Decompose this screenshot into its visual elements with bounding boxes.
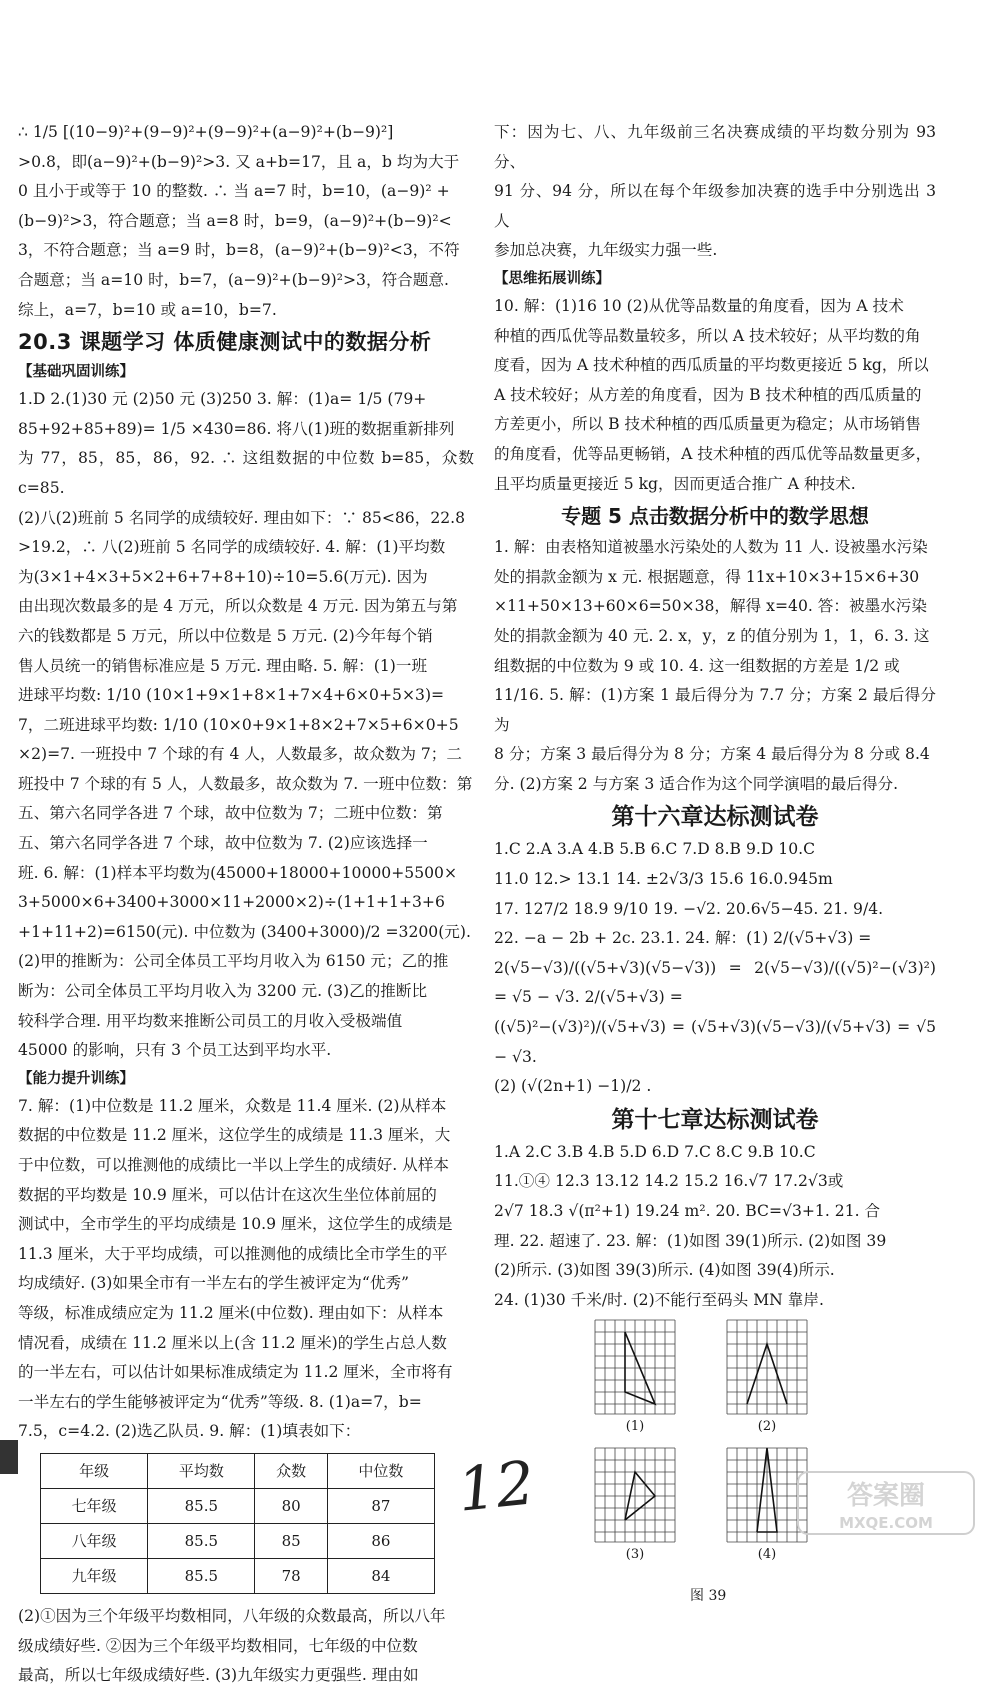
text-line: ((√5)²−(√3)²)/(√5+√3) = (√5+√3)(√5−√3)/(√5+√3) = √5 − √3. [494,1018,936,1066]
grid-figure-2 [726,1319,808,1415]
continued-answer [494,118,936,266]
figure-label-2: (2) [757,1419,777,1435]
right-column [494,118,936,1619]
text-line: 进球平均数: 1/10 (10×1+9×1+8×1+7×4+6×0+5×3)= [18,686,445,705]
text-line: 分. (2)方案 2 与方案 3 适合作为这个同学演唱的最后得分. [494,774,899,793]
text-line: 班投中 7 个球的有 5 人，人数最多，故众数为 7. 一班中位数：第 [18,774,473,793]
text-line: +1+11+2)=6150(元). 中位数为 (3400+3000)/2 =3200(元). [18,922,471,941]
text-line: 参加总决赛，九年级实力强一些. [494,241,718,260]
text-line: 数据的中位数是 11.2 厘米，这位学生的成绩是 11.3 厘米，大 [18,1126,451,1145]
text-line: 11.①④ 12.3 13.12 14.2 15.2 16.√7 17.2√3或 [494,1172,844,1191]
text-line: >0.8，即(a−9)²+(b−9)²>3. 又 a+b=17，且 a，b 均为大于 [18,152,460,171]
table-cell: 85.5 [148,1558,255,1593]
text-line: ∴ 1/5 [(10−9)²+(9−9)²+(9−9)²+(a−9)²+(b−9)²] [18,123,394,141]
text-line: 由出现次数最多的是 4 万元，所以众数是 4 万元. 因为第五与第 [18,597,458,616]
ability-heading: 【能力提升训练】 [18,1070,134,1087]
table-header: 众数 [255,1453,327,1488]
intro-paragraph [18,118,474,325]
text-line: 断为：公司全体员工平均月收入为 3200 元. (3)乙的推断比 [18,982,428,1001]
text-line: 度看，因为 A 技术种植的西瓜质量的平均数更接近 5 kg，所以 [494,356,929,375]
text-line: 较科学合理. 用平均数来推断公司员工的月收入受极端值 [18,1011,403,1030]
text-line: 综上，a=7，b=10 或 a=10，b=7. [18,300,277,319]
text-line: 0 且小于或等于 10 的整数. ∴ 当 a=7 时，b=10，(a−9)² + [18,182,450,201]
left-column [18,118,474,1691]
table-header-row [41,1453,435,1488]
chapter17-answers [494,1138,936,1316]
text-line: 级成绩好些. ②因为三个年级平均数相同，七年级的中位数 [18,1636,418,1655]
basic-heading: 【基础巩固训练】 [18,364,134,381]
page-edge-mark [0,1440,18,1474]
thinking-answers [494,292,936,499]
text-line: 7，二班进球平均数: 1/10 (10×0+9×1+8×2+7×5+6×0+5 [18,715,459,734]
table-header: 中位数 [327,1453,434,1488]
text-line: (2)甲的推断为：公司全体员工平均月收入为 6150 元；乙的推 [18,952,449,971]
section-title: 20.3 课题学习 体质健康测试中的数据分析 [18,330,432,355]
topic5-answers [494,533,936,799]
text-line: 五、第六名同学各进 7 个球，故中位数为 7. (2)应该选择一 [18,834,428,853]
text-line: >19.2，∴ 八(2)班前 5 名同学的成绩较好. 4. 解：(1)平均数 [18,538,446,557]
text-line: 2(√5−√3)/((√5+√3)(√5−√3)) = 2(√5−√3)/((√5)²−(√3)²) = √5 − √3. 2/(√5+√3) = [494,958,936,1007]
table-header: 年级 [41,1453,148,1488]
figure-label-3: (3) [625,1547,645,1563]
text-line: 17. 127/2 18.9 9/10 19. −√2. 20.6√5−45. 21. 9/4. [494,899,884,918]
text-line: 合题意；当 a=10 时，b=7，(a−9)²+(b−9)²>3，符合题意. [18,270,449,289]
ability-answers [18,1092,474,1447]
text-line: (2) (√(2n+1) −1)/2 . [494,1077,652,1096]
text-line: 85+92+85+89)= 1/5 ×430=86. 将八(1)班的数据重新排列 [18,419,455,438]
text-line: 最高，所以七年级成绩好些. (3)九年级实力更强些. 理由如 [18,1666,419,1685]
text-line: 3，不符合题意；当 a=9 时，b=8，(a−9)²+(b−9)²<3，不符 [18,241,460,260]
text-line: 且平均质量更接近 5 kg，因而更适合推广 A 种技术. [494,474,856,493]
table-row [41,1523,435,1558]
chapter16-answers [494,835,936,1101]
after-table-answers [18,1602,474,1691]
chapter16-title: 第十六章达标测试卷 [611,804,819,831]
text-line: 种植的西瓜优等品数量较多，所以 A 技术较好；从平均数的角 [494,326,921,345]
figure-label-1: (1) [625,1419,645,1435]
table-row [41,1558,435,1593]
grid-figure-3 [594,1447,676,1543]
text-line: 情况看，成绩在 11.2 厘米以上(含 11.2 厘米)的学生占总人数 [18,1333,447,1352]
table-cell: 85.5 [148,1488,255,1523]
text-line: 2√7 18.3 √(π²+1) 19.24 m². 20. BC=√3+1. 21. 合 [494,1202,881,1220]
basic-answers [18,385,474,1066]
text-line: 7.5，c=4.2. (2)选乙队员. 9. 解：(1)填表如下： [18,1422,361,1441]
text-line: 下：因为七、八、九年级前三名决赛成绩的平均数分别为 93 分、 [494,123,936,171]
topic5-title: 专题 5 点击数据分析中的数学思想 [561,504,869,529]
text-line: 组数据的中位数为 9 或 10. 4. 这一组数据的方差是 1/2 或 [494,656,900,675]
text-line: 售人员统一的销售标准应是 5 万元. 理由略. 5. 解：(1)一班 [18,656,428,675]
table-cell: 84 [327,1558,434,1593]
text-line: 24. (1)30 千米/时. (2)不能行至码头 MN 靠岸. [494,1290,824,1309]
text-line: 六的钱数都是 5 万元，所以中位数是 5 万元. (2)今年每个销 [18,626,433,645]
text-line: 于中位数，可以推测他的成绩比一半以上学生的成绩好. 从样本 [18,1156,449,1174]
table-cell: 78 [255,1558,327,1593]
text-line: 7. 解：(1)中位数是 11.2 厘米，众数是 11.4 厘米. (2)从样本 [18,1096,447,1115]
text-line: 8 分；方案 3 最后得分为 8 分；方案 4 最后得分为 8 分或 8.4 [494,745,930,764]
text-line: 10. 解：(1)16 10 (2)从优等品数量的角度看，因为 A 技术 [494,296,904,315]
text-line: 45000 的影响，只有 3 个员工达到平均水平. [18,1041,332,1060]
text-line: A 技术较好；从方差的角度看，因为 B 技术种植的西瓜质量的 [494,385,922,404]
table-cell: 七年级 [41,1488,148,1523]
svg-text:答案圈: 答案圈 [846,1481,926,1511]
thinking-heading: 【思维拓展训练】 [494,270,610,287]
text-line: 3+5000×6+3400+3000×11+2000×2)÷(1+1+1+3+6 [18,893,445,912]
svg-text:MXQE.COM: MXQE.COM [839,1514,933,1532]
figure-label-4: (4) [757,1547,777,1563]
text-line: 1.C 2.A 3.A 4.B 5.B 6.C 7.D 8.B 9.D 10.C [494,840,816,859]
table-cell: 87 [327,1488,434,1523]
table-cell: 九年级 [41,1558,148,1593]
text-line: 1. 解：由表格知道被墨水污染处的人数为 11 人. 设被墨水污染 [494,538,928,557]
grid-figure-1 [594,1319,676,1415]
text-line: (2)所示. (3)如图 39(3)所示. (4)如图 39(4)所示. [494,1261,835,1280]
text-line: (b−9)²>3，符合题意；当 a=8 时，b=9，(a−9)²+(b−9)²< [18,211,452,230]
text-line: 91 分、94 分，所以在每个年级参加决赛的选手中分别选出 3 人 [494,182,936,230]
text-line: 测试中，全市学生的平均成绩是 10.9 厘米，这位学生的成绩是 [18,1215,453,1234]
text-line: 均成绩好. (3)如果全市有一半左右的学生被评定为“优秀” [18,1274,410,1293]
handwritten-page-number: 12 [454,1448,538,1526]
text-line: 1.D 2.(1)30 元 (2)50 元 (3)250 3. 解：(1)a= 1/5 (79+ [18,390,427,409]
table-cell: 85.5 [148,1523,255,1558]
text-line: 理. 22. 超速了. 23. 解：(1)如图 39(1)所示. (2)如图 39 [494,1231,887,1250]
watermark-logo-icon [796,1468,976,1538]
text-line: 方差更小，所以 B 技术种植的西瓜质量更为稳定；从市场销售 [494,415,921,434]
text-line: 等级，标准成绩应定为 11.2 厘米(中位数). 理由如下：从样本 [18,1303,444,1322]
chapter17-title: 第十七章达标测试卷 [611,1106,819,1133]
text-line: 22. −a − 2b + 2c. 23.1. 24. 解：(1) 2/(√5+√3) = [494,929,872,948]
text-line: 处的捐款金额为 40 元. 2. x，y，z 的值分别为 1，1，6. 3. 这 [494,626,930,645]
text-line: 11.3 厘米，大于平均成绩，可以推测他的成绩比全市学生的平 [18,1244,448,1263]
grade-stats-table [40,1453,435,1594]
text-line: 为 77，85，85，86，92. ∴ 这组数据的中位数 b=85，众数 c=85. [18,449,474,497]
text-line: 11/16. 5. 解：(1)方案 1 最后得分为 7.7 分；方案 2 最后得分为 [494,686,936,734]
text-line: 数据的平均数是 10.9 厘米，可以估计在这次生坐位体前屈的 [18,1185,437,1204]
table-row [41,1488,435,1523]
text-line: 五、第六名同学各进 7 个球，故中位数为 7；二班中位数：第 [18,804,443,823]
text-line: 的一半左右，可以估计如果标准成绩定为 11.2 厘米，全市将有 [18,1363,453,1382]
text-line: (2)①因为三个年级平均数相同，八年级的众数最高，所以八年 [18,1606,446,1625]
table-cell: 85 [255,1523,327,1558]
table-cell: 八年级 [41,1523,148,1558]
text-line: 的角度看，优等品更畅销，A 技术种植的西瓜优等品数量更多， [494,444,932,463]
text-line: ×11+50×13+60×6=50×38，解得 x=40. 答：被墨水污染 [494,597,927,616]
text-line: 为(3×1+4×3+5×2+6+7+8+10)÷10=5.6(万元). 因为 [18,567,428,586]
text-line: 1.A 2.C 3.B 4.B 5.D 6.D 7.C 8.C 9.B 10.C [494,1142,816,1161]
table-cell: 86 [327,1523,434,1558]
text-line: ×2)=7. 一班投中 7 个球的有 4 人，人数最多，故众数为 7；二 [18,745,462,764]
text-line: 处的捐款金额为 x 元. 根据题意，得 11x+10×3+15×6+30 [494,567,920,586]
table-cell: 80 [255,1488,327,1523]
figure-caption: 图 39 [690,1588,727,1605]
text-line: 班. 6. 解：(1)样本平均数为(45000+18000+10000+5500× [18,863,458,882]
text-line: (2)八(2)班前 5 名同学的成绩较好. 理由如下：∵ 85<86，22.8 [18,508,466,527]
text-line: 一半左右的学生能够被评定为“优秀”等级. 8. (1)a=7，b= [18,1392,422,1411]
text-line: 11.0 12.> 13.1 14. ±2√3/3 15.6 16.0.945m [494,870,833,889]
table-header: 平均数 [148,1453,255,1488]
